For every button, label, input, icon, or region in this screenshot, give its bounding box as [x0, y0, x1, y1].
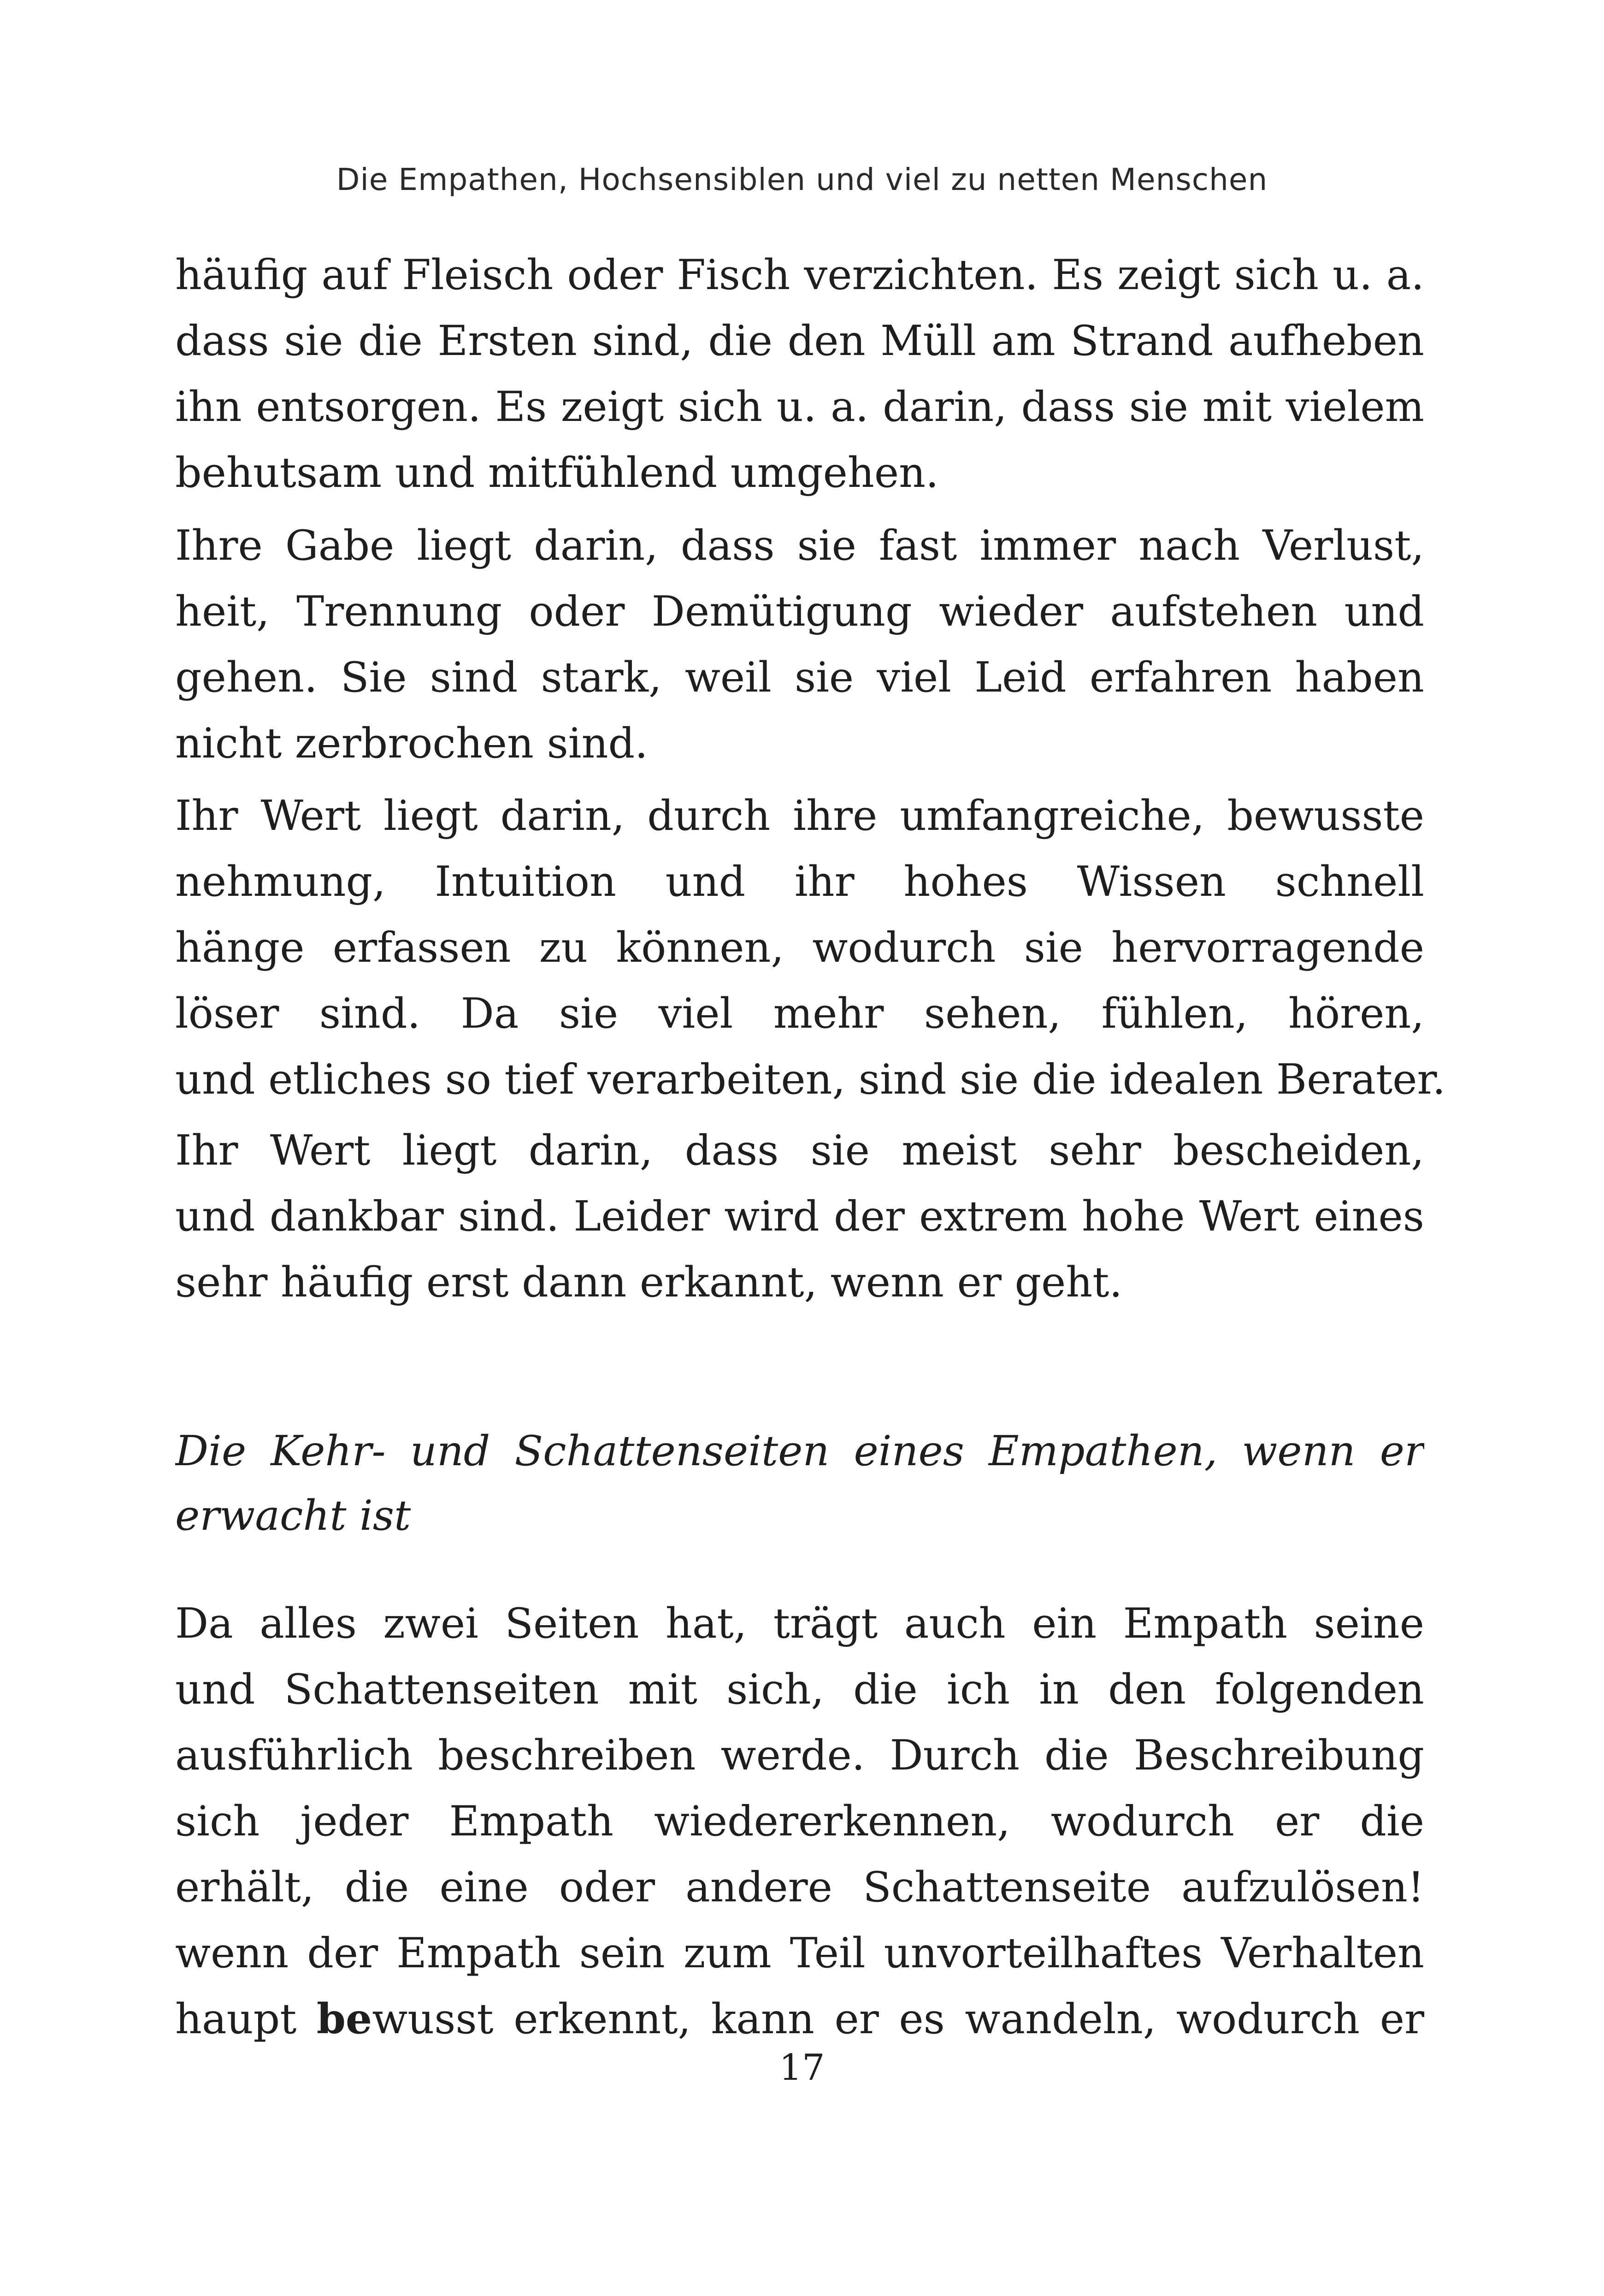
paragraph-4: [175, 1118, 1424, 1315]
paragraph-line-last: [175, 1986, 1424, 2052]
paragraph-line: Ihr Wert liegt darin, dass sie meist sehr bescheiden,: [175, 1126, 1424, 1175]
paragraph-line: sehr häufig erst dann erkannt, wenn er geht.: [175, 1258, 1123, 1307]
paragraph-line: Ihre Gabe liegt darin, dass sie fast immer nach Verlust,: [175, 521, 1424, 570]
paragraph-line: ausführlich beschreiben werde. Durch die Beschreibung: [175, 1731, 1424, 1780]
paragraph-1: [175, 242, 1424, 506]
line-rest: wusst erkennt, kann er es wandeln, wodurch er: [372, 1995, 1424, 2043]
section-heading-line: Die Kehr- und Schattenseiten eines Empathen, wenn er: [175, 1427, 1424, 1475]
paragraph-line: heit, Trennung oder Demütigung wieder aufstehen und: [175, 587, 1424, 636]
paragraph-line: wenn der Empath sein zum Teil unvorteilhaftes Verhalten: [175, 1929, 1424, 1977]
line-prefix: haupt: [175, 1995, 317, 2043]
paragraph-line: Da alles zwei Seiten hat, trägt auch ein Empath seine: [175, 1599, 1424, 1648]
section-heading: [175, 1419, 1424, 1548]
paragraph-line: und Schattenseiten mit sich, die ich in den folgenden: [175, 1665, 1424, 1714]
paragraph-line: nicht zerbrochen sind.: [175, 719, 648, 768]
paragraph-line: Ihr Wert liegt darin, durch ihre umfangreiche, bewusste: [175, 792, 1424, 840]
paragraph-line: behutsam und mitfühlend umgehen.: [175, 449, 939, 497]
paragraph-line: erhält, die eine oder andere Schattenseite aufzulösen!: [175, 1863, 1424, 1911]
paragraph-line: häufig auf Fleisch oder Fisch verzichten. Es zeigt sich u. a.: [175, 251, 1424, 299]
paragraph-line: sich jeder Empath wiedererkennen, wodurch er die: [175, 1797, 1424, 1846]
section-heading-line: erwacht ist: [175, 1491, 411, 1540]
paragraph-line: und dankbar sind. Leider wird der extrem hohe Wert eines: [175, 1192, 1424, 1241]
paragraph-line: nehmung, Intuition und ihr hohes Wissen schnell: [175, 858, 1424, 906]
running-head: Die Empathen, Hochsensiblen und viel zu netten Menschen: [336, 162, 1268, 197]
paragraph-line: hänge erfassen zu können, wodurch sie hervorragende: [175, 923, 1424, 972]
paragraph-5: [175, 1591, 1424, 2052]
paragraph-line: und etliches so tief verarbeiten, sind sie die idealen Berater.: [175, 1055, 1446, 1104]
paragraph-line: ihn entsorgen. Es zeigt sich u. a. darin, dass sie mit vielem: [175, 383, 1424, 431]
paragraph-3: [175, 783, 1446, 1112]
paragraph-line: gehen. Sie sind stark, weil sie viel Leid erfahren haben: [175, 653, 1424, 702]
paragraph-2: [175, 513, 1424, 776]
paragraph-line: dass sie die Ersten sind, die den Müll am Strand aufheben: [175, 317, 1424, 365]
page-number: 17: [779, 2047, 825, 2089]
bold-emphasis: be: [316, 1994, 372, 2043]
paragraph-line: löser sind. Da sie viel mehr sehen, fühlen, hören,: [175, 989, 1424, 1038]
